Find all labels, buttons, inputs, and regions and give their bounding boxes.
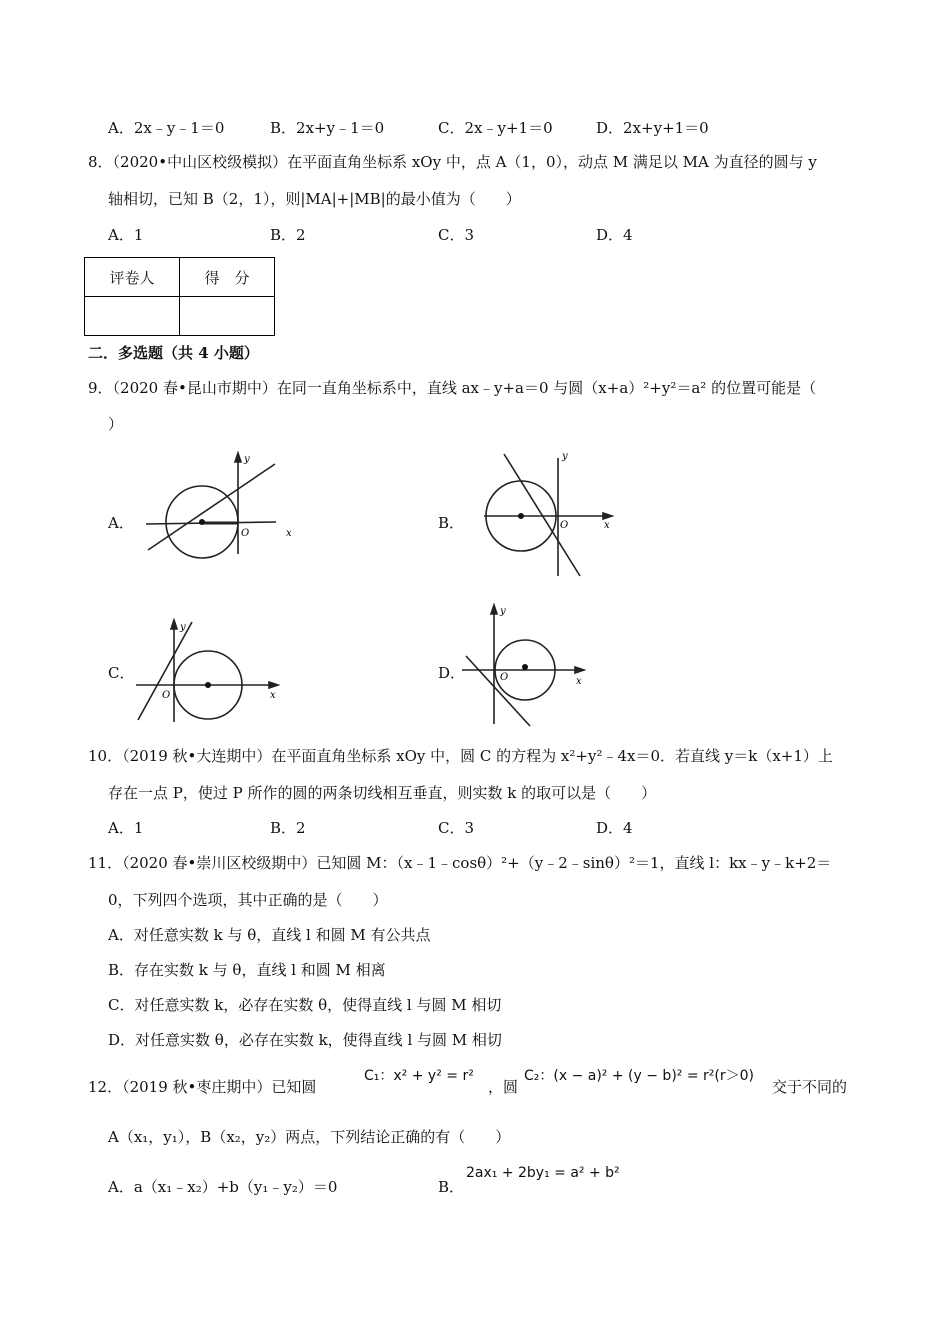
q10-stem-line2: 存在一点 P，使过 P 所作的圆的两条切线相互垂直，则实数 k 的取可以是（ ） bbox=[108, 784, 657, 802]
q9-figure-a bbox=[140, 450, 300, 560]
q9b-origin-label: O bbox=[560, 520, 569, 531]
q12-stem-mid: ，圆 bbox=[488, 1078, 519, 1096]
q9-label-b: B． bbox=[438, 514, 465, 532]
q9d-y-label: y bbox=[500, 606, 506, 617]
q10-option-c: C．3 bbox=[438, 819, 475, 837]
q7-option-d: D．2x+y+1＝0 bbox=[596, 119, 709, 137]
q8-option-c: C．3 bbox=[438, 226, 475, 244]
q9-stem-line1: 9．（2020 春•昆山市期中）在同一直角坐标系中，直线 ax﹣y+a＝0 与圆（x+a）²+y²＝a² 的位置可能是（ bbox=[88, 379, 817, 397]
q12-stem-line2: A（x₁，y₁），B（x₂，y₂）两点，下列结论正确的有（ ） bbox=[108, 1128, 511, 1146]
q9d-origin-label: O bbox=[500, 672, 509, 683]
q8-stem-line2: 轴相切，已知 B（2，1），则|MA|+|MB|的最小值为（ ） bbox=[108, 190, 521, 208]
q10-option-a: A．1 bbox=[108, 819, 144, 837]
q9a-x-label: x bbox=[286, 528, 292, 539]
q8-option-d: D．4 bbox=[596, 226, 633, 244]
q11-option-d: D．对任意实数 θ，必存在实数 k，使得直线 l 与圆 M 相切 bbox=[108, 1031, 502, 1049]
q10-stem-line1: 10．（2019 秋•大连期中）在平面直角坐标系 xOy 中，圆 C 的方程为 x²+y²﹣4x＝0．若直线 y＝k（x+1）上 bbox=[88, 747, 833, 765]
q9d-x-label: x bbox=[576, 676, 582, 687]
q12-stem-suffix: 交于不同的 bbox=[772, 1078, 848, 1096]
q9b-y-label: y bbox=[562, 451, 568, 462]
q9a-y-label: y bbox=[244, 454, 250, 465]
reviewer-header: 评卷人 bbox=[85, 258, 180, 297]
q7-option-b: B．2x+y﹣1＝0 bbox=[270, 119, 385, 137]
q9c-origin-label: O bbox=[162, 690, 171, 701]
q8-option-a: A．1 bbox=[108, 226, 144, 244]
q12-option-a: A．a（x₁﹣x₂）+b（y₁﹣y₂）＝0 bbox=[108, 1178, 338, 1196]
score-table bbox=[84, 257, 275, 336]
q9-label-a: A． bbox=[108, 514, 134, 532]
q7-option-a: A．2x﹣y﹣1＝0 bbox=[108, 119, 225, 137]
reviewer-cell[interactable] bbox=[85, 297, 180, 336]
q10-option-d: D．4 bbox=[596, 819, 633, 837]
q7-option-c: C．2x﹣y+1＝0 bbox=[438, 119, 553, 137]
q10-option-b: B．2 bbox=[270, 819, 306, 837]
score-header: 得 分 bbox=[180, 258, 275, 297]
q11-stem-line2: 0，下列四个选项，其中正确的是（ ） bbox=[108, 891, 388, 909]
score-cell[interactable] bbox=[180, 297, 275, 336]
q12-circle-c2: C₂：(x − a)² + (y − b)² = r²(r＞0) bbox=[524, 1068, 754, 1084]
q9c-y-label: y bbox=[180, 622, 186, 633]
q12-circle-c1: C₁：x² + y² = r² bbox=[364, 1068, 474, 1084]
q9a-origin-label: O bbox=[241, 528, 250, 539]
q12-option-b-label: B． bbox=[438, 1178, 465, 1196]
q11-option-b: B．存在实数 k 与 θ，直线 l 和圆 M 相离 bbox=[108, 961, 386, 979]
q11-option-a: A．对任意实数 k 与 θ，直线 l 和圆 M 有公共点 bbox=[108, 926, 431, 944]
section-heading: 二．多选题（共 4 小题） bbox=[88, 344, 259, 362]
q9-figure-d bbox=[458, 600, 598, 730]
q9b-x-label: x bbox=[604, 520, 610, 531]
q11-stem-line1: 11．（2020 春•崇川区校级期中）已知圆 M：（x﹣1﹣cosθ）²+（y﹣2﹣sinθ）²＝1，直线 l：kx﹣y﹣k+2＝ bbox=[88, 854, 832, 872]
q9-figure-c bbox=[130, 618, 290, 728]
q9-label-c: C． bbox=[108, 664, 135, 682]
q9c-x-label: x bbox=[270, 690, 276, 701]
q8-option-b: B．2 bbox=[270, 226, 306, 244]
q9-stem-line2: ） bbox=[108, 415, 124, 433]
q9-label-d: D． bbox=[438, 664, 466, 682]
q11-option-c: C．对任意实数 k，必存在实数 θ，使得直线 l 与圆 M 相切 bbox=[108, 996, 502, 1014]
q8-stem-line1: 8．（2020•中山区校级模拟）在平面直角坐标系 xOy 中，点 A（1，0），动点 M 满足以 MA 为直径的圆与 y bbox=[88, 153, 817, 171]
q9-figure-b bbox=[470, 450, 630, 580]
q12-option-b-formula: 2ax₁ + 2by₁ = a² + b² bbox=[466, 1165, 620, 1181]
q12-stem-prefix: 12．（2019 秋•枣庄期中）已知圆 bbox=[88, 1078, 317, 1096]
